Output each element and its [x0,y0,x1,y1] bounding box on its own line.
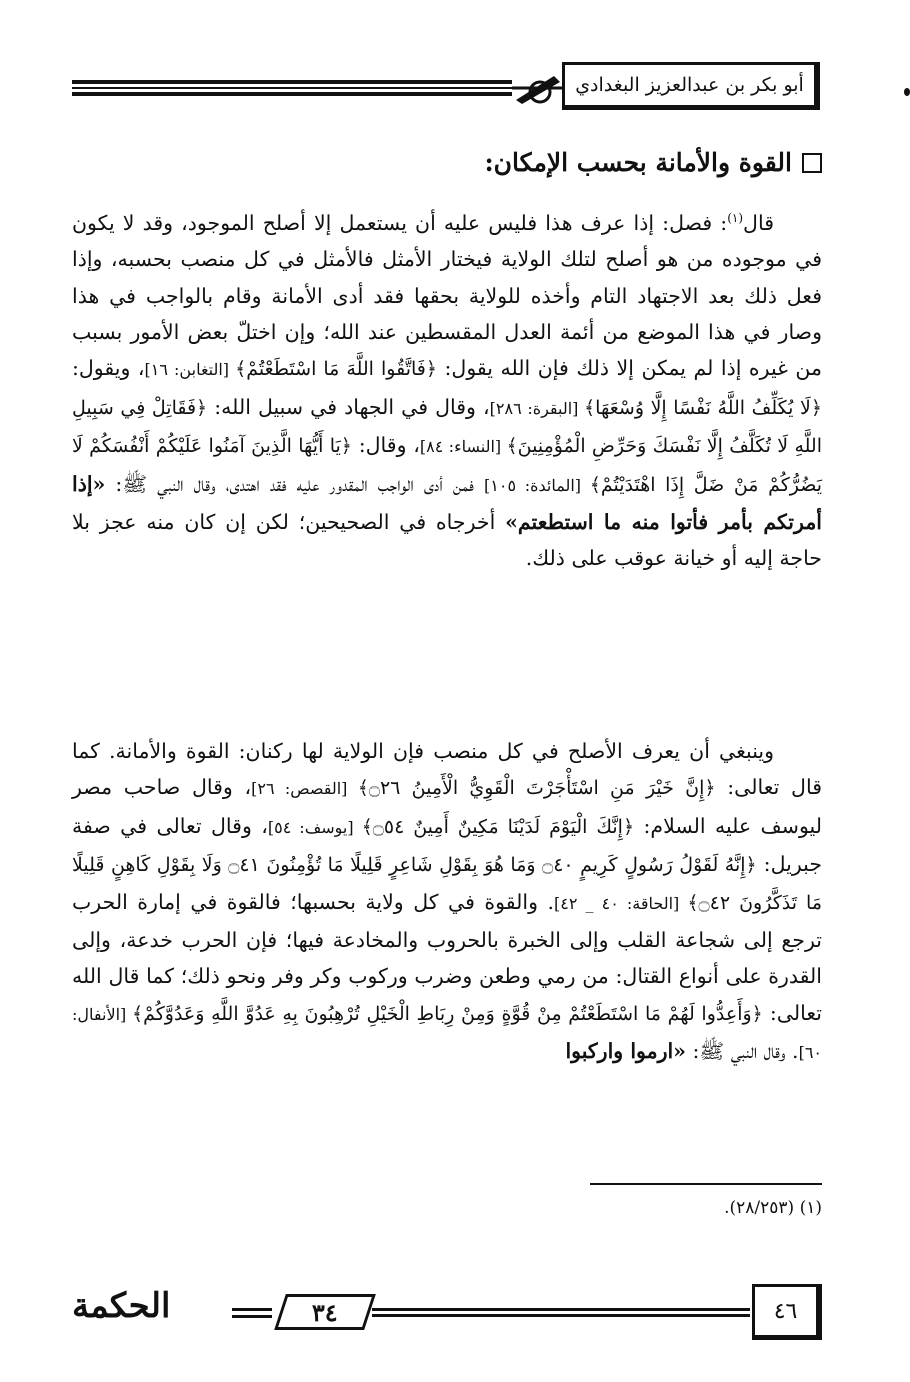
page-number: ٤٦ [773,1298,798,1324]
text-run: . وقال النبي ﷺ: [686,1039,799,1064]
issue-number: ٣٤ [312,1297,338,1327]
quran-verse: ﴿فَاتَّقُوا اللَّهَ مَا اسْتَطَعْتُمْ﴾ [235,358,437,381]
footer-rule [372,1308,750,1317]
text-run: ، ويقول: [72,356,145,381]
quran-verse: ﴿لَا يُكَلِّفُ اللَّهُ نَفْسًا إِلَّا وُسْعَهَا﴾ [584,396,822,419]
footnote-divider [590,1183,822,1185]
paragraph-1 [72,200,822,577]
text-run: أخرجاه في الصحيحين؛ لكن إن كان منه عجز بلا حاجة إليه أو خيانة عوقب على ذلك. [72,510,822,571]
quran-verse: ﴿فَقَاتِلْ فِي سَبِيلِ اللَّهِ لَا تُكَلَّفُ إِلَّا نَفْسَكَ وَحَرِّضِ الْمُؤْمِنِينَ﴾ [72,396,822,458]
author-label-box [562,62,820,110]
pen-icon [510,68,566,108]
hadith-quote: «إذا أمرتكم بأمر فأتوا منه ما استطعتم» [72,471,822,535]
verse-citation: [القصص: ٢٦] [251,779,358,799]
quran-verse: ﴿إِنَّكَ الْيَوْمَ لَدَيْنَا مَكِينٌ أَمِينٌ ۝٥٤﴾ [361,815,635,838]
verse-citation: [البقرة: ٢٨٦] [489,398,585,418]
quran-verse: ﴿إِنَّهُ لَقَوْلُ رَسُولٍ كَرِيمٍ ۝٤٠ وَمَا هُوَ بِقَوْلِ شَاعِرٍ قَلِيلًا مَا تُؤْمِنُونَ ۝٤١ وَلَا بِقَوْلِ كَاهِنٍ قَلِيلًا مَا تَذَكَّرُونَ ۝٤٢﴾ [72,854,823,914]
brand-logo: الحكمة [72,1286,171,1326]
paragraph-2 [72,733,822,1072]
text-run: ، وقال: [351,433,420,458]
text-run: وينبغي أن يعرف الأصلح في كل منصب فإن الولاية لها ركنان: القوة والأمانة. كما قال تعالى: [72,739,822,800]
text-run: قال [743,210,774,235]
scan-mark [904,88,910,96]
hadith-quote: «ارموا واركبوا [565,1039,686,1064]
issue-number-box [274,1294,376,1330]
quran-verse: ﴿وَأَعِدُّوا لَهُمْ مَا اسْتَطَعْتُمْ مِنْ قُوَّةٍ وَمِنْ رِبَاطِ الْخَيْلِ تُرْهِبُونَ بِهِ عَدُوَّ اللَّهِ وَعَدُوَّكُمْ﴾ [131,1002,763,1025]
verse-citation: [النساء: ٨٤] [419,437,507,457]
verse-citation: [المائدة: ١٠٥] [484,475,590,495]
text-run: : فصل: إذا عرف هذا فليس عليه أن يستعمل إلا أصلح الموجود، وقد لا يكون في موجوده من هو أصلح لتلك الولاية فيختار الأمثل فالأمثل في كل منصب بحسبه، وإذا فعل ذلك بعد الاجتهاد التام وأخذه للولاية بحقها فقد أدى الأمانة وقام بالواجب في هذا وصار في هذا الموضع من أئمة العدل المقسطين عند الله؛ وإن اختلّ بعض الأمور بسبب من غيره إذا لم يمكن إلا ذلك فإن الله يقول: [72,210,822,381]
page-footer [72,1284,822,1348]
verse-citation: [الأنفال: ٦٠] [72,1004,822,1063]
text-run: فمن أدى الواجب المقدور عليه فقد اهتدى، وقال النبي ﷺ: [105,471,485,496]
section-heading [72,148,822,177]
quran-verse: ﴿إِنَّ خَيْرَ مَنِ اسْتَأْجَرْتَ الْقَوِيُّ الْأَمِينُ ۝٢٦﴾ [357,777,716,800]
verse-citation: [الحاقة: ٤٠ _ ٤٢] [554,893,688,913]
author-name: أبو بكر بن عبدالعزيز البغدادي [575,74,804,96]
text-run: ، وقال تعالى في صفة جبريل: [72,813,822,877]
footnote: (١) (٢٨/٢٥٣). [724,1198,822,1218]
page-number-box [752,1284,822,1340]
text-run: . والقوة في كل ولاية بحسبها؛ فالقوة في إمارة الحرب ترجع إلى شجاعة القلب وإلى الخبرة بالحروب والمخادعة فيها؛ فإن الحرب خدعة، وإلى القدرة على أنواع القتال: من رمي وطعن وضرب وركوب وكر وفر ونحو ذلك؛ كما قال الله تعالى: [72,889,822,1025]
quran-verse: ﴿يَا أَيُّهَا الَّذِينَ آمَنُوا عَلَيْكُمْ أَنْفُسَكُمْ لَا يَضُرُّكُمْ مَنْ ضَلَّ إِذَا اهْتَدَيْتُمْ﴾ [72,435,823,496]
footer-double-rule [232,1308,272,1322]
header-rule [72,80,512,96]
footnote-ref: (١) [727,211,744,225]
text-run: ، وقال صاحب مصر ليوسف عليه السلام: [72,775,822,838]
page-header [72,62,820,122]
verse-citation: [التغابن: ١٦] [144,360,236,380]
section-title: القوة والأمانة بحسب الإمكان: [484,148,792,177]
verse-citation: [يوسف: ٥٤] [267,817,362,837]
text-run: ، وقال في الجهاد في سبيل الله: [207,394,490,419]
square-bullet-icon [802,153,822,173]
